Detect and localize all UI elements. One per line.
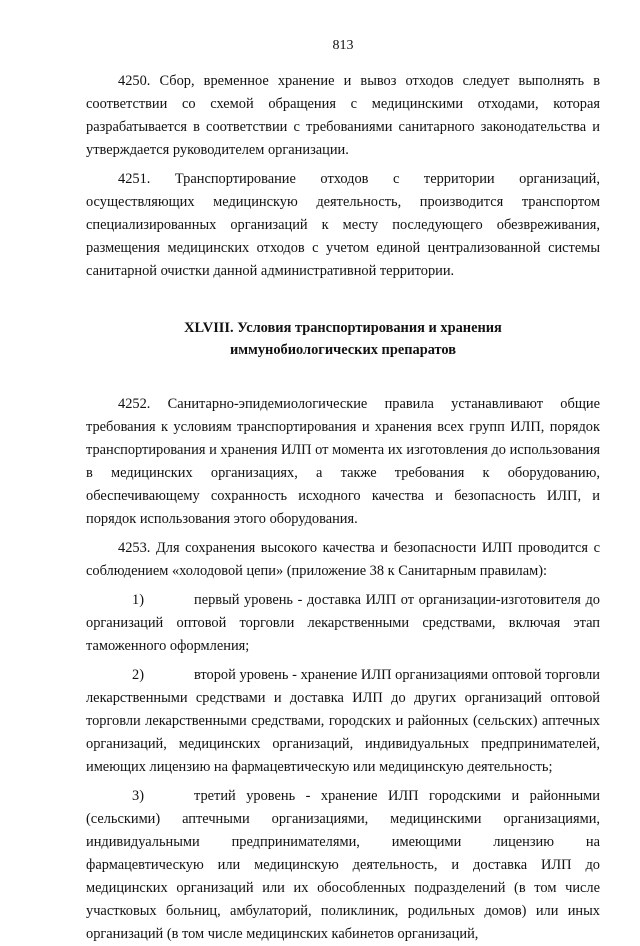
paragraph-4250: 4250. Сбор, временное хранение и вывоз отходов следует выполнять в соответствии со схемой обращения с медицинскими отходами, которая разрабатывается в соответствии с требованиями санитарного законодательства и утверждается руководителем организации. bbox=[86, 73, 600, 158]
list-number: 3) bbox=[132, 788, 144, 804]
list-number: 2) bbox=[132, 667, 144, 683]
list-text: третий уровень - хранение ИЛП городскими и районными (сельскими) аптечными организациями, медицинскими организациями, индивидуальными предпринимателями, имеющими лицензию на фармацевтическую или медицинскую деятельность, и доставка ИЛП до медицинских организаций или их обособленных подразделений (в том числе участковых больниц, амбулаторий, поликлиник, родильных домов) или иных организаций (в том числе медицинских кабинетов организаций, bbox=[86, 788, 600, 942]
section-title-line2: иммунобиологических препаратов bbox=[229, 342, 457, 358]
section-title-line1: XLVIII. Условия транспортирования и хранения bbox=[184, 320, 502, 336]
list-item-level-2 bbox=[86, 664, 600, 779]
section-heading bbox=[86, 317, 600, 361]
list-item-level-1 bbox=[86, 589, 600, 658]
paragraph-4252: 4252. Санитарно-эпидемиологические правила устанавливают общие требования к условиям транспортирования и хранения всех групп ИЛП, порядок транспортирования и хранения ИЛП от момента их изготовления до использования в медицинских организациях, а также требования к оборудованию, обеспечивающему сохранность исходного качества и безопасность ИЛП, и порядок использования этого оборудования. bbox=[86, 396, 600, 527]
list-item-level-3 bbox=[86, 785, 600, 946]
list-text: второй уровень - хранение ИЛП организациями оптовой торговли лекарственными средствами и доставка ИЛП до других организаций оптовой торговли лекарственными средствами, городских и районных (сельских) аптечных организаций, медицинских организаций, индивидуальных предпринимателей, имеющих лицензию на фармацевтическую или медицинскую деятельность; bbox=[86, 667, 600, 775]
list-number: 1) bbox=[132, 592, 144, 608]
list-text: первый уровень - доставка ИЛП от организации-изготовителя до организаций оптовой торговли лекарственными средствами, включая этап таможенного оформления; bbox=[86, 592, 600, 654]
paragraph-4251: 4251. Транспортирование отходов с территории организаций, осуществляющих медицинскую деятельность, производится транспортом специализированных организаций к месту последующего обезвреживания, размещения медицинских отходов с учетом единой централизованной системы санитарной очистки данной административной территории. bbox=[86, 171, 600, 279]
page-number: 813 bbox=[332, 38, 354, 53]
paragraph-4253: 4253. Для сохранения высокого качества и безопасности ИЛП проводится с соблюдением «холодовой цепи» (приложение 38 к Санитарным правилам): bbox=[86, 540, 600, 579]
